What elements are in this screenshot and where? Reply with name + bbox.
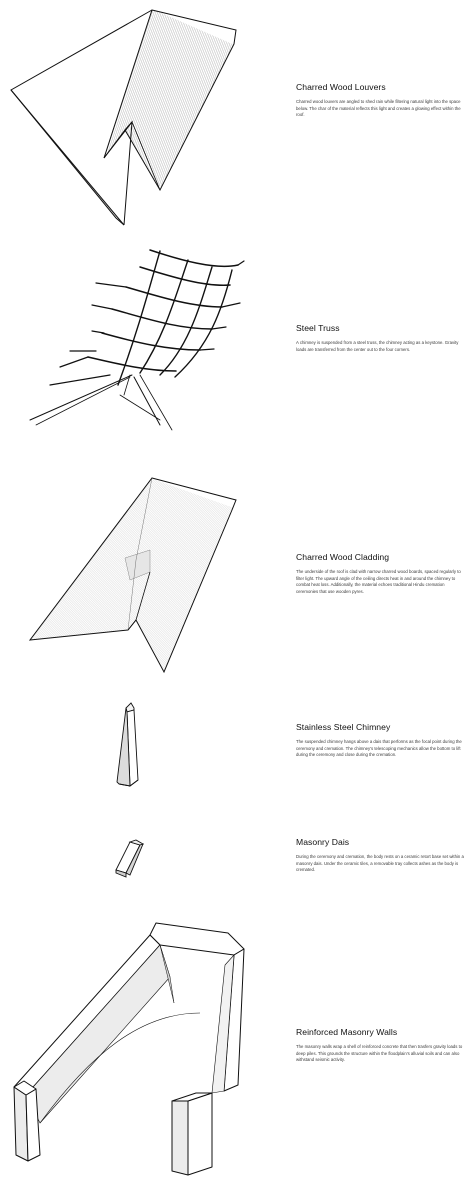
hatch-line <box>150 30 200 182</box>
hatch-line <box>156 33 206 185</box>
hatch-line <box>188 47 238 199</box>
hatch-line <box>207 55 257 207</box>
caption-reinforced-masonry-walls <box>296 1027 464 1064</box>
hatch-line <box>114 14 164 166</box>
hatch-line <box>238 68 288 220</box>
hatch-line <box>226 63 276 215</box>
layer-charred-wood-louvers <box>0 0 471 225</box>
hatch-line <box>159 34 209 186</box>
hatch-line <box>124 19 174 171</box>
layer-stainless-steel-chimney <box>0 700 471 805</box>
layer-description: The masonry walls wrap a shell of reinforced concrete that then trasfers gravity loads to deep piles. This grounds the structure within the floodplain's alluvial soils and can also withstand seismic activity. <box>296 1044 463 1063</box>
hatch-line <box>119 16 169 168</box>
hatch-line <box>222 61 272 213</box>
caption-charred-wood-cladding <box>296 552 464 595</box>
hatch-line <box>138 25 188 177</box>
hatch-line <box>169 38 219 190</box>
hatch-line <box>172 40 222 192</box>
hatch-line <box>135 23 185 175</box>
hatch-line <box>178 42 228 194</box>
hatch-line <box>174 40 224 192</box>
hatch-line <box>153 31 203 183</box>
hatch-line <box>132 22 182 174</box>
hatch-line <box>228 64 278 216</box>
hatch-line <box>217 59 267 211</box>
hatch-line <box>234 67 284 219</box>
hatch-line <box>182 44 232 196</box>
layer-steel-truss <box>0 225 471 455</box>
hatch-line <box>164 36 214 188</box>
hatch-line <box>175 41 225 193</box>
hatch-line <box>140 26 190 178</box>
hatch-line <box>210 56 260 208</box>
hatch-line <box>126 19 176 171</box>
hatch-line <box>191 48 241 200</box>
layer-title: Charred Wood Cladding <box>296 552 390 562</box>
layer-description: A chimney is suspended from a steel truss, the chimney acting as a keystone. Gravity loads are transferred from the center out to the four corners. <box>296 340 459 352</box>
hatch-line <box>204 54 254 206</box>
hatch-line <box>225 63 275 215</box>
layer-title: Steel Truss <box>296 323 340 333</box>
layer-description: During the ceremony and cremation, the body rests on a ceramic retort base set within a masonry dais. Under the ceramic tiles, a removable tray collects ashes as the body is cremated. <box>296 854 464 873</box>
hatch-line <box>214 58 264 210</box>
caption-steel-truss <box>296 323 464 353</box>
hatch-line <box>127 20 177 172</box>
hatch-line <box>230 65 280 217</box>
hatch-line <box>162 35 212 187</box>
hatch-line <box>212 57 262 209</box>
caption-masonry-dais <box>296 837 464 874</box>
hatch-line <box>185 45 235 197</box>
hatch-line <box>215 58 265 210</box>
hatch-line <box>206 54 256 206</box>
hatch-line <box>146 28 196 180</box>
hatch-line <box>183 44 233 196</box>
layer-description: The underside of the roof is clad with narrow charred wood boards, spaced regularly to filter light. The upward angle of the ceiling directs heat in and around the chimney to combat heat loss. Additionally, the material echoes traditional Hindu cremation ceremonies that use wooden pyres. <box>296 569 461 594</box>
hatch-line <box>151 30 201 182</box>
hatch-line <box>190 47 240 199</box>
layer-description: The suspended chimney hangs above a dais that performs as the focal point during the ceremony and cremation. The chimney's telescoping mechanics allow the bottom to lift during the ceremony and close during the cremation. <box>296 739 462 758</box>
hatch-line <box>142 26 192 178</box>
hatch-line <box>239 69 289 221</box>
hatch-line <box>241 70 291 222</box>
caption-stainless-steel-chimney <box>296 722 464 759</box>
hatch-line <box>166 37 216 189</box>
hatch-line <box>158 33 208 185</box>
hatch-line <box>145 28 195 180</box>
hatch-line <box>231 65 281 217</box>
hatch-line <box>111 13 161 165</box>
hatch-line <box>236 68 286 220</box>
hatch-line <box>186 46 236 198</box>
hatch-line <box>220 61 270 213</box>
layer-reinforced-masonry-walls <box>0 905 471 1186</box>
caption-charred-wood-louvers <box>296 82 464 119</box>
hatch-line <box>137 24 187 176</box>
layer-masonry-dais <box>0 815 471 900</box>
hatch-line <box>202 53 252 205</box>
hatch-line <box>177 42 227 194</box>
layer-title: Charred Wood Louvers <box>296 82 386 92</box>
layer-title: Reinforced Masonry Walls <box>296 1027 398 1037</box>
hatch-line <box>113 14 163 166</box>
layer-description: Charred wood louvers are angled to shed rain while filtering natural light into the space below. The char of the material reflects this light and creates a glowing effect within the roof. <box>296 99 461 118</box>
hatch-line <box>161 35 211 187</box>
hatch-line <box>134 23 184 175</box>
hatch-line <box>218 60 268 212</box>
hatch-line <box>102 9 152 161</box>
layer-title: Masonry Dais <box>296 837 350 847</box>
hatch-line <box>154 32 204 184</box>
hatch-line <box>108 12 158 164</box>
hatch-line <box>201 52 251 204</box>
hatch-line <box>198 51 248 203</box>
hatch-line <box>170 39 220 191</box>
hatch-line <box>130 21 180 173</box>
hatch-line <box>242 70 292 222</box>
hatch-line <box>193 49 243 201</box>
hatch-line <box>121 17 171 169</box>
hatch-line <box>167 37 217 189</box>
hatch-line <box>148 29 198 181</box>
layer-title: Stainless Steel Chimney <box>296 722 391 732</box>
layer-charred-wood-cladding <box>0 460 471 680</box>
hatch-line <box>199 51 249 203</box>
hatch-line <box>143 27 193 179</box>
hatch-line <box>223 62 273 214</box>
hatch-line <box>196 50 246 202</box>
hatch-line <box>233 66 283 218</box>
hatch-line <box>100 8 150 160</box>
